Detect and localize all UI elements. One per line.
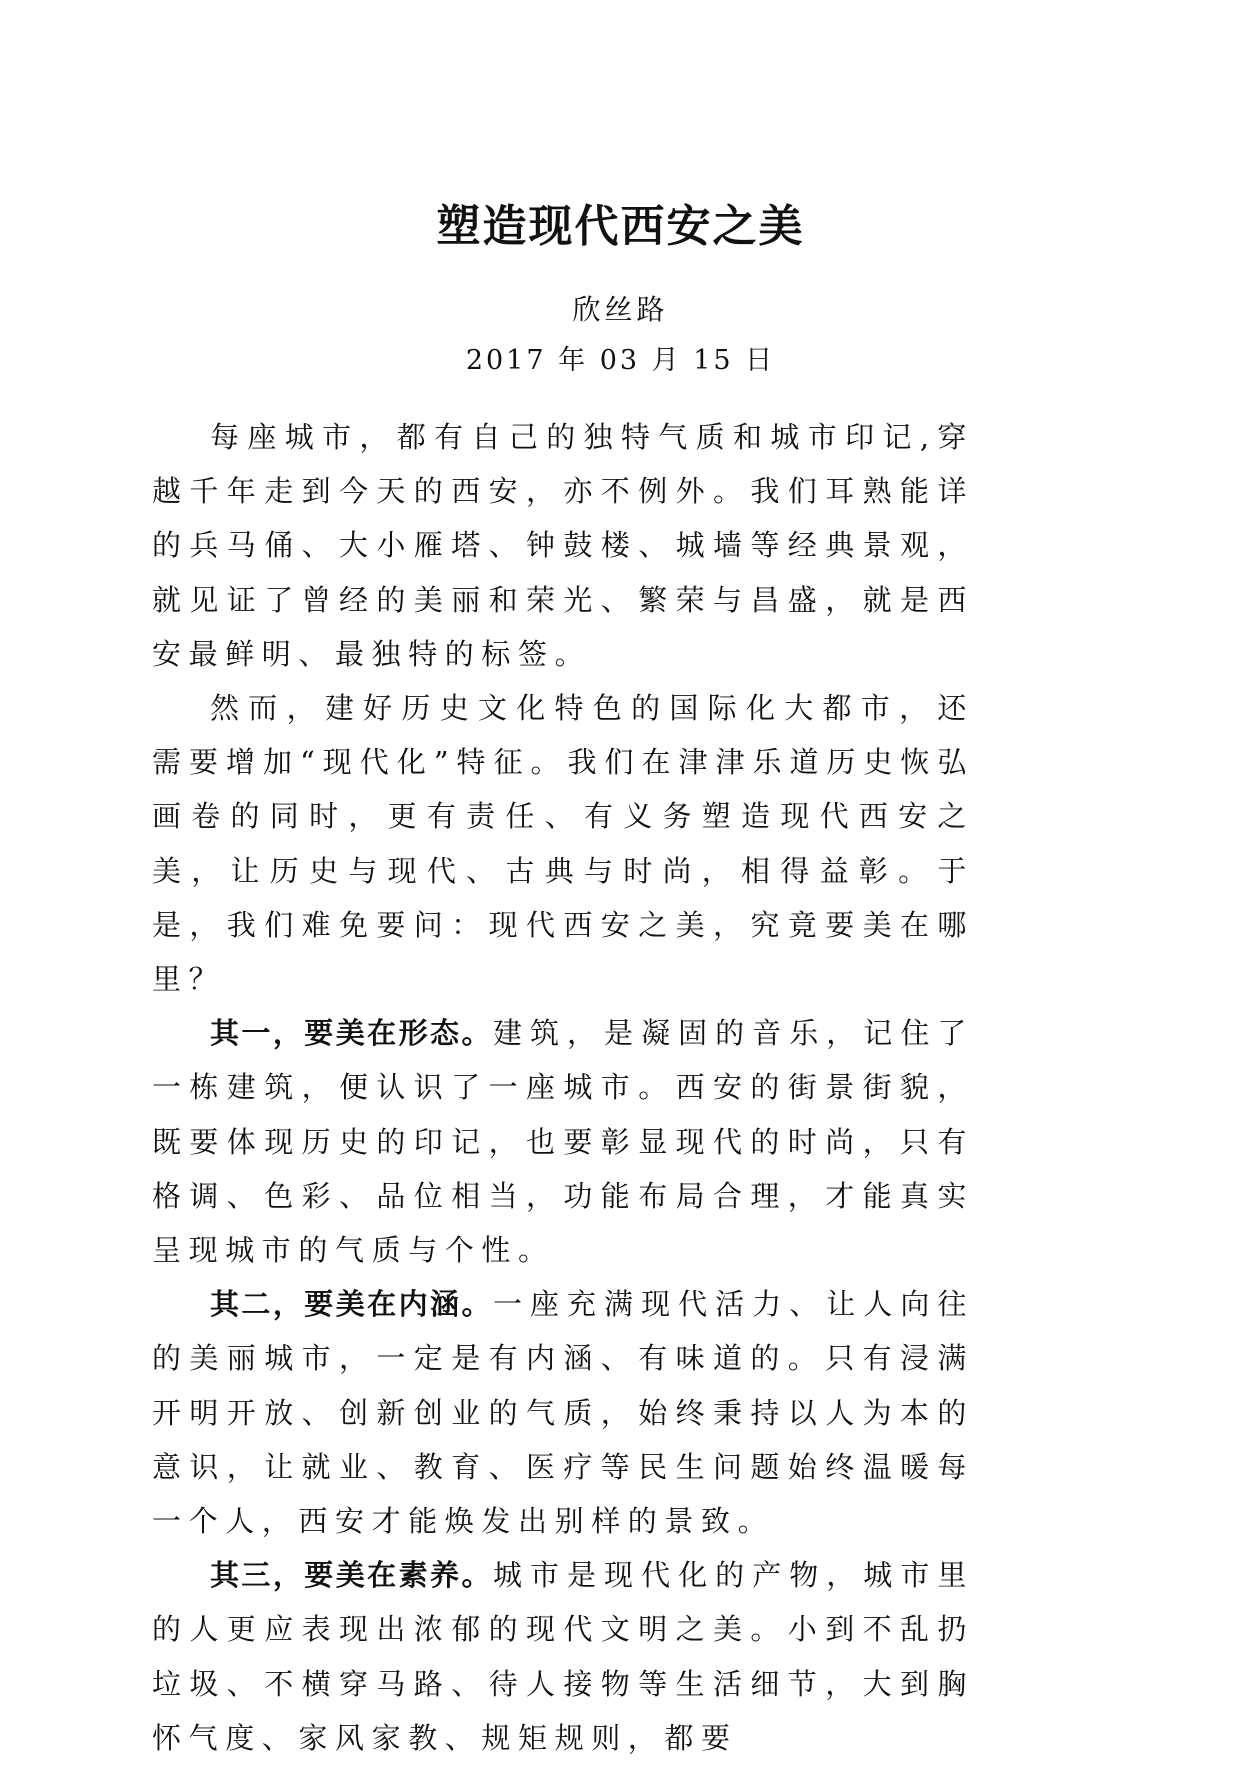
paragraph-lead: 其一，要美在形态。 <box>210 1016 493 1051</box>
document-author: 欣丝路 <box>572 293 669 326</box>
document-title: 塑造现代西安之美 <box>436 201 805 252</box>
paragraph-4 <box>152 1277 974 1548</box>
paragraph-2 <box>152 681 974 1006</box>
paragraph-1 <box>152 410 974 681</box>
paragraph-text: 城市是现代化的产物，城市里的人更应表现出浓郁的现代文明之美。小到不乱扔垃圾、不横穿马路、待人接物等生活细节，大到胸怀气度、家风家教、规矩规则，都要 <box>152 1558 974 1755</box>
paragraph-text: 一座充满现代活力、让人向往的美丽城市，一定是有内涵、有味道的。只有浸满开明开放、创新创业的气质，始终秉持以人为本的意识，让就业、教育、医疗等民生问题始终温暖每一个人，西安才能焕发出别样的景致。 <box>152 1287 974 1539</box>
paragraph-text: 每座城市，都有自己的独特气质和城市印记,穿越千年走到今天的西安，亦不例外。我们耳熟能详的兵马俑、大小雁塔、钟鼓楼、城墙等经典景观，就见证了曾经的美丽和荣光、繁荣与昌盛，就是西安最鲜明、最独特的标签。 <box>152 420 974 671</box>
document-body <box>152 410 974 1765</box>
paragraph-5 <box>152 1548 974 1765</box>
paragraph-lead: 其二，要美在内涵。 <box>210 1287 493 1322</box>
paragraph-3 <box>152 1006 974 1277</box>
document-date: 2017 年 03 月 15 日 <box>465 345 776 376</box>
paragraph-lead: 其三，要美在素养。 <box>210 1558 493 1593</box>
paragraph-text: 建筑，是凝固的音乐，记住了一栋建筑，便认识了一座城市。西安的街景街貌，既要体现历史的印记，也要彰显现代的时尚，只有格调、色彩、品位相当，功能布局合理，才能真实呈现城市的气质与个性。 <box>152 1016 974 1268</box>
paragraph-text: 然而，建好历史文化特色的国际化大都市，还需要增加“现代化”特征。我们在津津乐道历史恢弘画卷的同时，更有责任、有义务塑造现代西安之美，让历史与现代、古典与时尚，相得益彰。于是，我们难免要问：现代西安之美，究竟要美在哪里？ <box>152 691 974 997</box>
